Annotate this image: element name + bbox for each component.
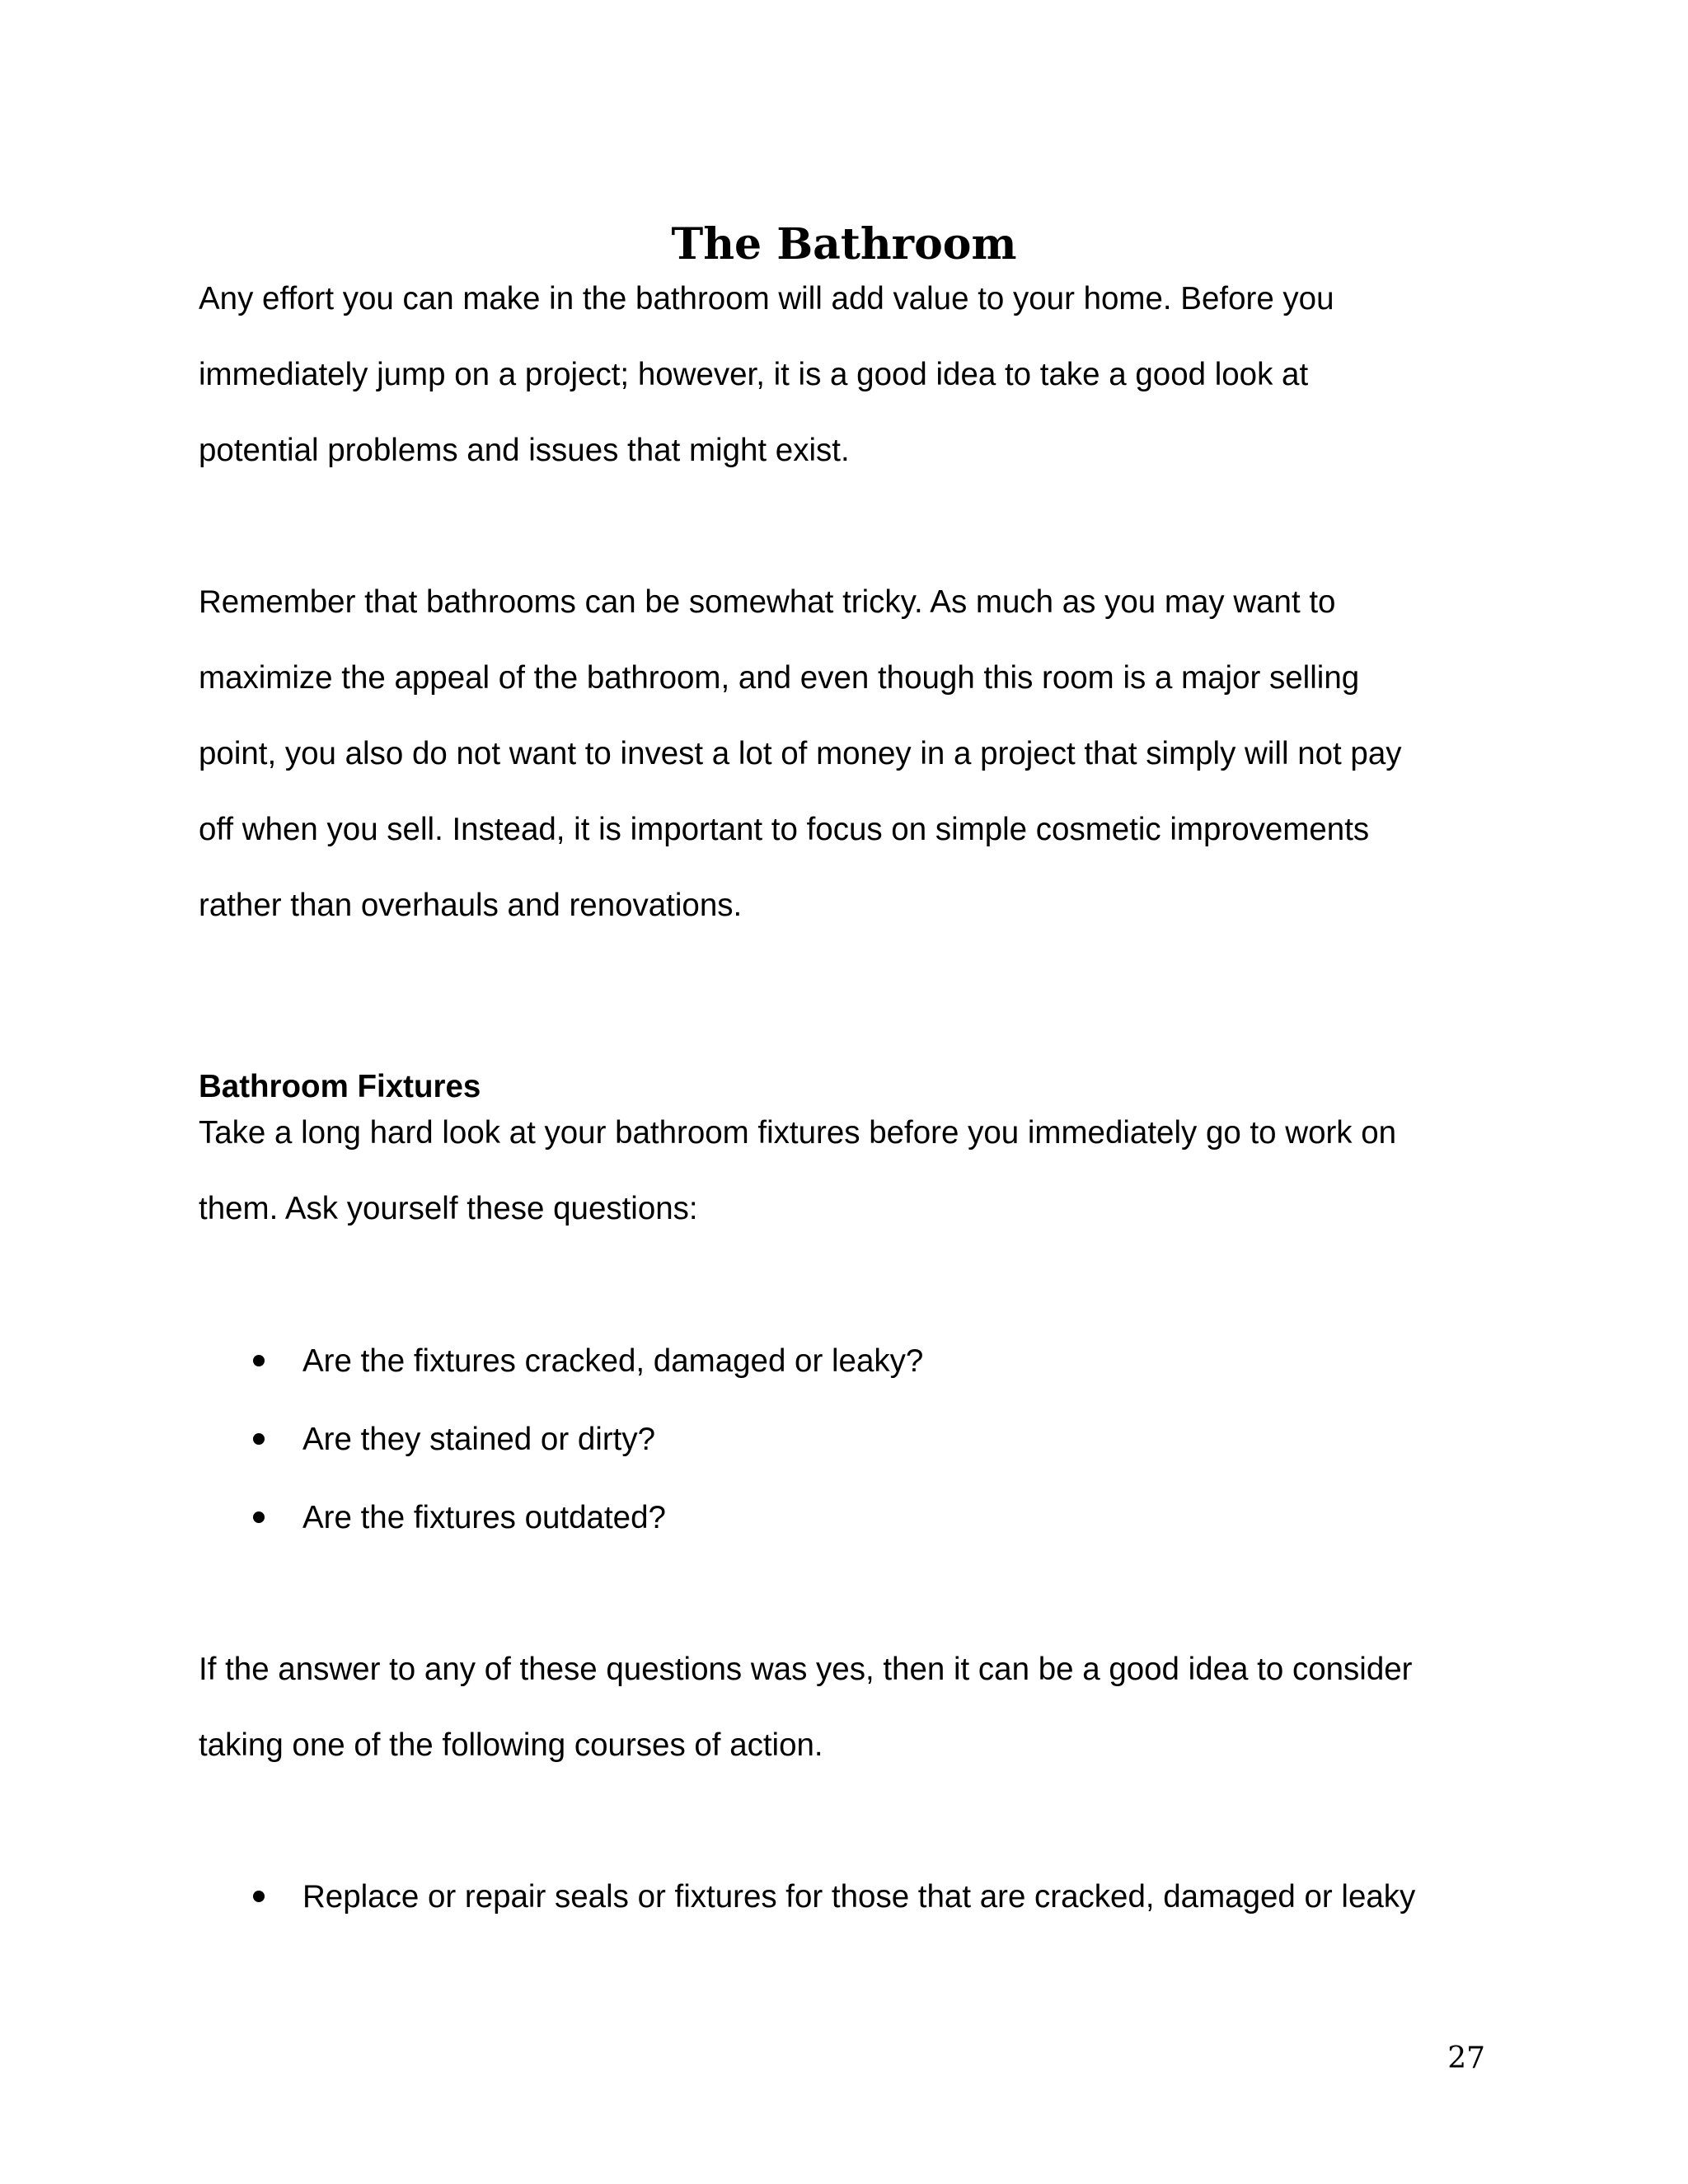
- intro-paragraph-line-3: potential problems and issues that might exist.: [199, 433, 850, 468]
- section-paragraph-line-1: Take a long hard look at your bathroom fixtures before you immediately go to work on: [199, 1115, 1397, 1151]
- followup-paragraph-line-2: taking one of the following courses of action.: [199, 1727, 823, 1763]
- second-paragraph-line-1: Remember that bathrooms can be somewhat tricky. As much as you may want to: [199, 584, 1336, 620]
- list-item: [0, 1497, 1688, 1540]
- section-paragraph-line-2: them. Ask yourself these questions:: [199, 1191, 698, 1226]
- list-item: [0, 1418, 1688, 1461]
- second-paragraph-line-2: maximize the appeal of the bathroom, and even though this room is a major selling: [199, 660, 1360, 696]
- section-heading: Bathroom Fixtures: [199, 1069, 481, 1104]
- page-title: The Bathroom: [671, 219, 1017, 269]
- list-item-text: Are the fixtures cracked, damaged or leaky?: [302, 1343, 924, 1379]
- bullet-icon: [253, 1433, 265, 1445]
- second-paragraph-line-5: rather than overhauls and renovations.: [199, 888, 743, 923]
- second-paragraph-line-4: off when you sell. Instead, it is important to focus on simple cosmetic improvements: [199, 812, 1370, 847]
- list-item: [0, 1340, 1688, 1383]
- list-item-text: Replace or repair seals or fixtures for those that are cracked, damaged or leaky: [302, 1879, 1416, 1915]
- page-number: 27: [1447, 2041, 1485, 2075]
- list-item-text: Are they stained or dirty?: [302, 1422, 655, 1457]
- bullet-icon: [253, 1511, 265, 1523]
- intro-paragraph-line-2: immediately jump on a project; however, it is a good idea to take a good look at: [199, 357, 1309, 392]
- list-item: [0, 1876, 1688, 1919]
- second-paragraph-line-3: point, you also do not want to invest a lot of money in a project that simply will not pay: [199, 736, 1402, 771]
- followup-paragraph-line-1: If the answer to any of these questions was yes, then it can be a good idea to consider: [199, 1652, 1413, 1687]
- bullet-icon: [253, 1891, 265, 1902]
- intro-paragraph-line-1: Any effort you can make in the bathroom will add value to your home. Before you: [199, 281, 1334, 316]
- bullet-icon: [253, 1355, 265, 1366]
- list-item-text: Are the fixtures outdated?: [302, 1500, 666, 1535]
